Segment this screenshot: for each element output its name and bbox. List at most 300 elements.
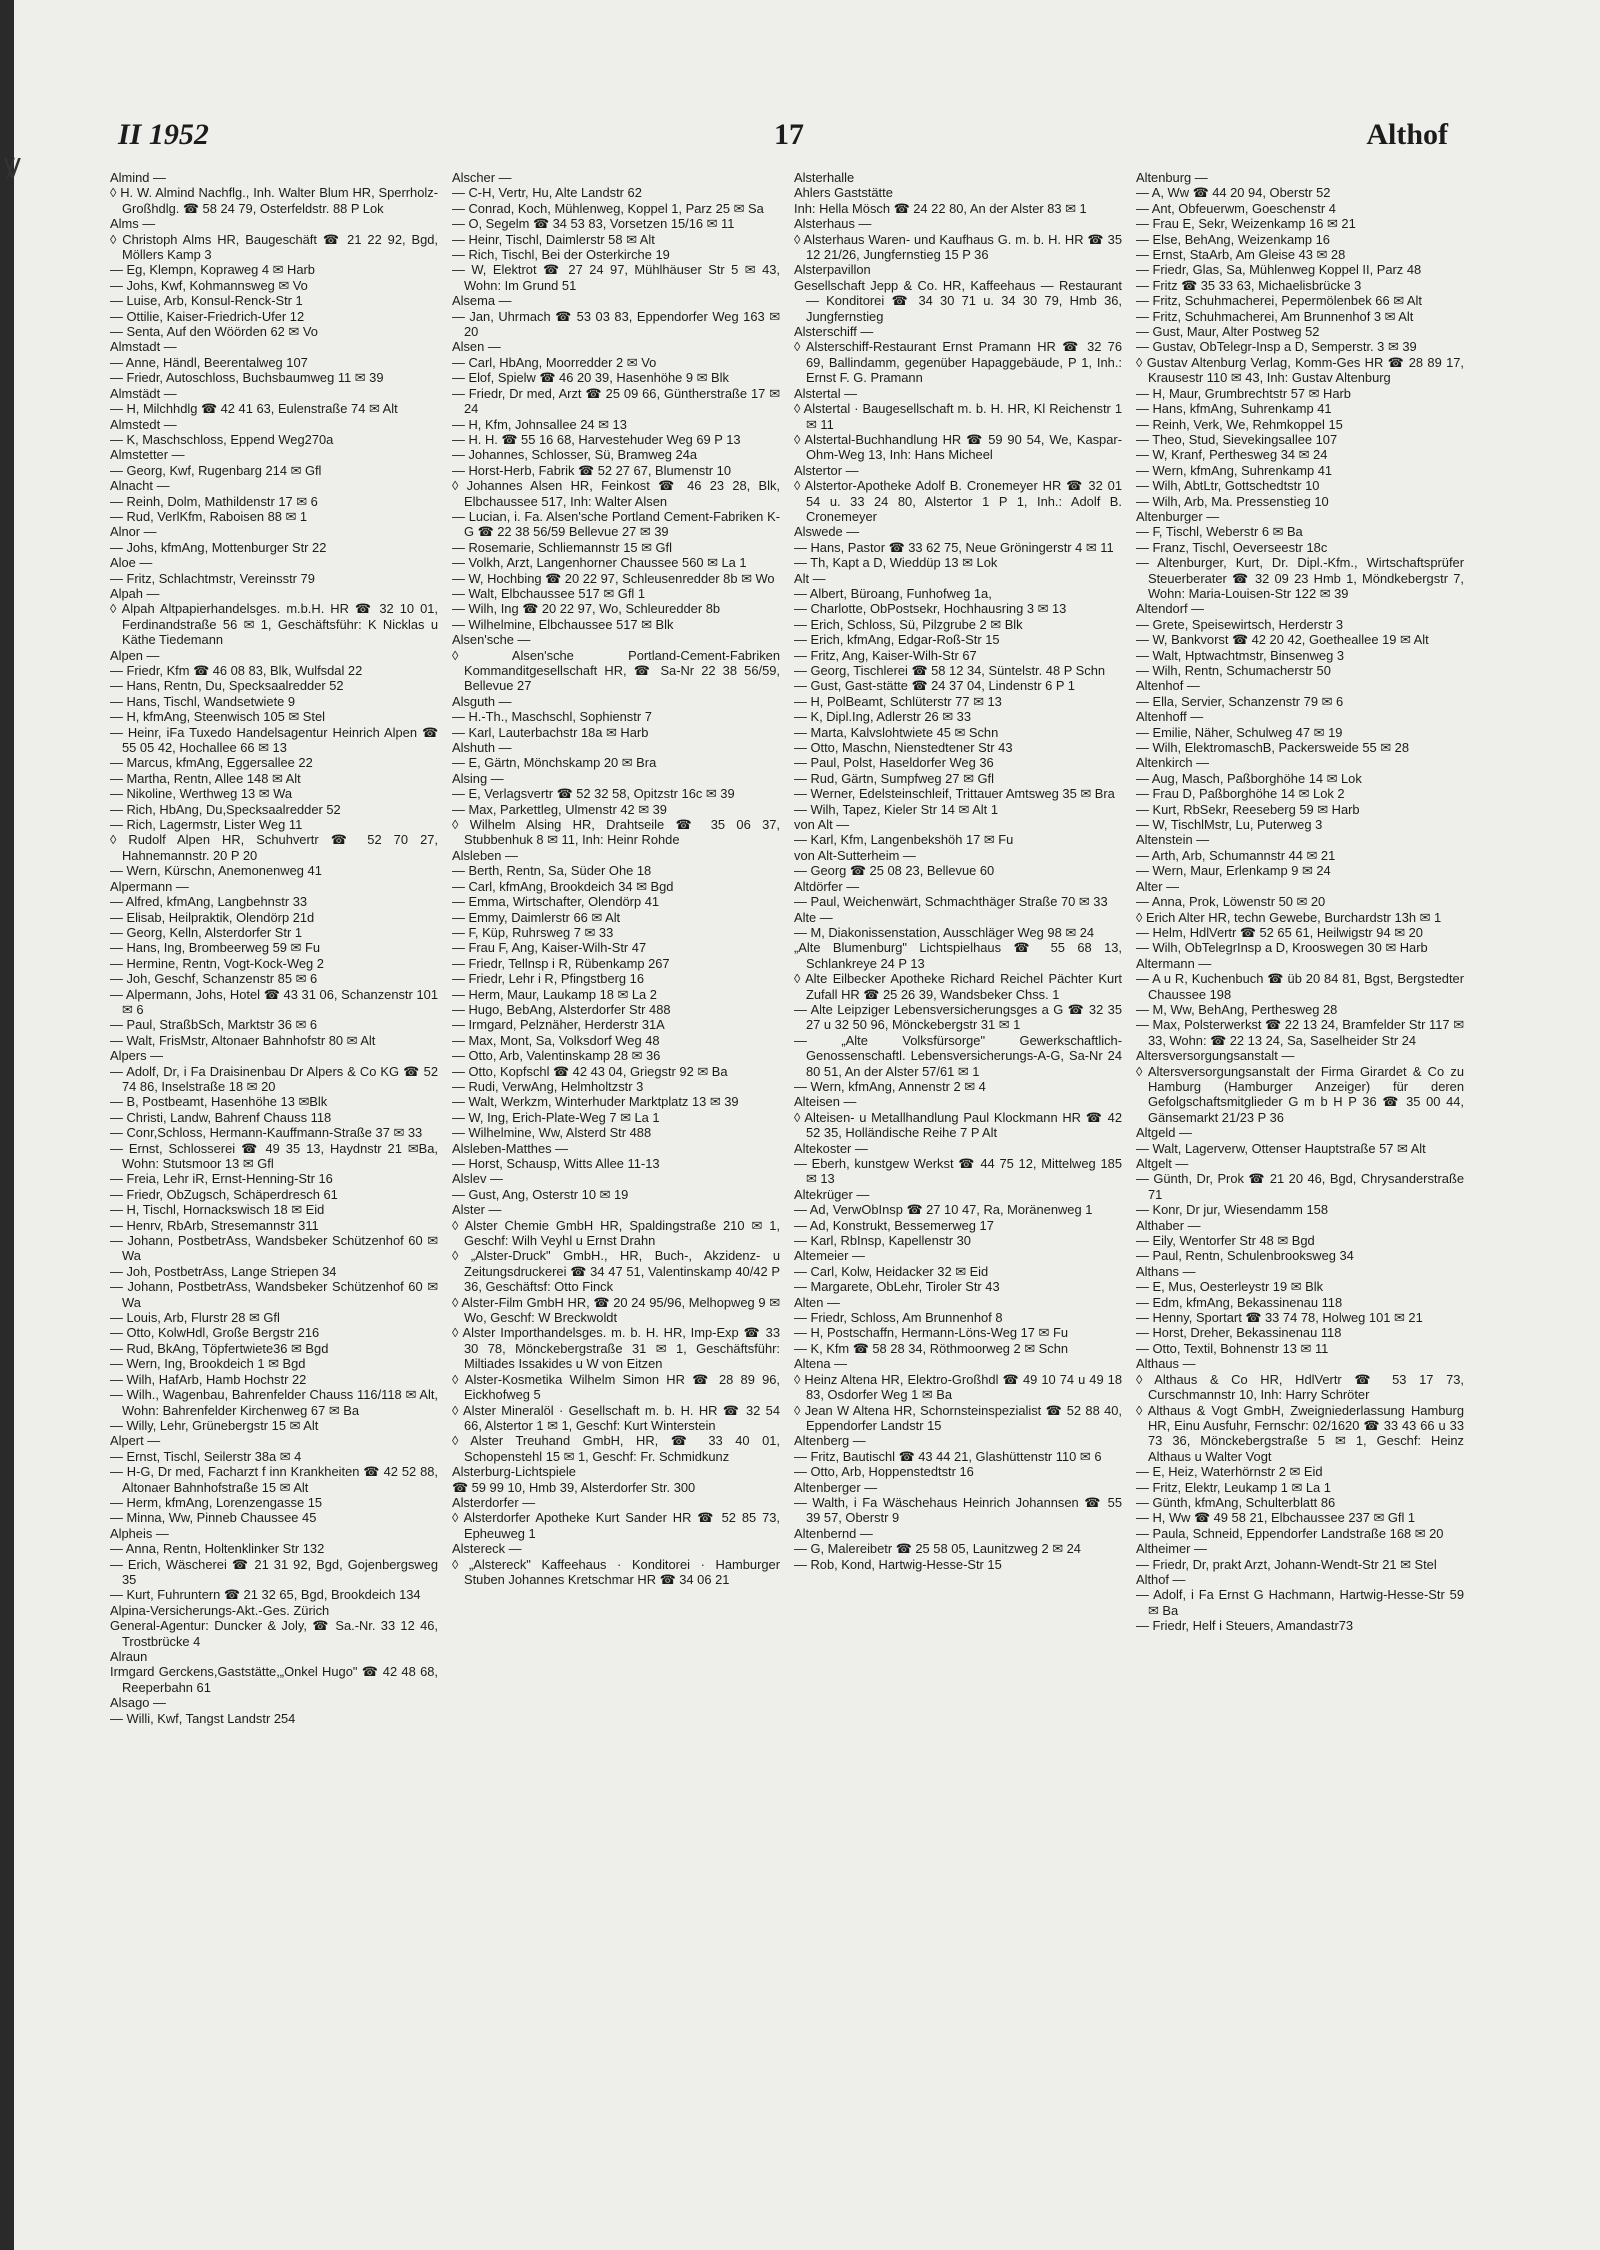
directory-entry: — Friedr, ObZugsch, Schäperdresch 61 — [110, 1186, 338, 1202]
directory-entry: — Eily, Wentorfer Str 48 ✉ Bgd — [1136, 1233, 1315, 1249]
directory-entry: ◊ Gustav Altenburg Verlag, Komm-Ges HR ☎ 28 89 17, Krausestr 110 ✉ 43, Inh: Gustav Altenburg — [1136, 354, 1464, 386]
directory-entry: — Friedr, Schloss, Am Brunnenhof 8 — [794, 1310, 1003, 1326]
directory-heading: Altgeld — — [1136, 1125, 1192, 1141]
directory-entry: ◊ Alsterdorfer Apotheke Kurt Sander HR ☎ 52 85 73, Epheuweg 1 — [452, 1510, 780, 1541]
directory-entry: — Christi, Landw, Bahrenf Chauss 118 — [110, 1109, 332, 1125]
directory-entry: — Georg, Tischlerei ☎ 58 12 34, Süntelstr. 48 P Schn — [794, 663, 1106, 678]
page-number: 17 — [774, 118, 804, 151]
directory-heading: Altersversorgungsanstalt — — [1136, 1048, 1295, 1064]
directory-entry: — A, Ww ☎ 44 20 94, Oberstr 52 — [1136, 185, 1331, 201]
directory-entry: — Kurt, Fuhruntern ☎ 21 32 65, Bgd, Brookdeich 134 — [110, 1587, 421, 1603]
directory-entry: — Walt, FrisMstr, Altonaer Bahnhofstr 80 ✉ Alt — [110, 1032, 376, 1048]
directory-entry: — Arth, Arb, Schumannstr 44 ✉ 21 — [1136, 847, 1336, 863]
directory-entry: — H, kfmAng, Steenwisch 105 ✉ Stel — [110, 709, 325, 725]
directory-entry: — E, Gärtn, Mönchskamp 20 ✉ Bra — [452, 755, 657, 771]
directory-heading: Altenberg — — [794, 1433, 866, 1449]
directory-heading: Alsterdorfer — — [452, 1494, 536, 1510]
directory-entry: — Gust, Ang, Osterstr 10 ✉ 19 — [452, 1186, 629, 1202]
directory-entry: — Wilh, ObTelegrInsp a D, Krooswegen 30 ✉ Harb — [1136, 940, 1428, 956]
directory-entry: — K, Maschschloss, Eppend Weg270a — [110, 431, 334, 447]
directory-heading: Altdörfer — — [794, 878, 860, 894]
directory-heading: Alsing — — [452, 770, 504, 786]
directory-heading: Alstertor — — [794, 462, 859, 478]
directory-heading: Alpah — — [110, 585, 160, 601]
directory-entry: — Gust, Maur, Alter Postweg 52 — [1136, 324, 1320, 340]
directory-entry: ◊ Alsterschiff-Restaurant Ernst Pramann HR ☎ 32 76 69, Ballindamm, gegenüber Hapaggebäude, P 1, Inh.: Ernst F. G. Pramann — [794, 339, 1122, 386]
directory-entry: — Wern, Ing, Brookdeich 1 ✉ Bgd — [110, 1356, 306, 1372]
directory-entry: — Alfred, kfmAng, Langbehnstr 33 — [110, 894, 308, 910]
directory-heading: Altenhof — — [1136, 678, 1200, 694]
directory-entry: — H, Ww ☎ 49 58 21, Elbchaussee 237 ✉ Gfl 1 — [1136, 1510, 1416, 1526]
directory-entry: — Otto, Arb, Hoppenstedtstr 16 — [794, 1464, 974, 1480]
directory-entry: — Rud, VerlKfm, Raboisen 88 ✉ 1 — [110, 508, 308, 524]
directory-entry: ◊ Jean W Altena HR, Schornsteinspezialist ☎ 52 88 40, Eppendorfer Landstr 15 — [794, 1402, 1122, 1433]
directory-entry: ◊ Alster Treuhand GmbH, HR, ☎ 33 40 01, Schopenstehl 15 ✉ 1, Geschf: Fr. Schmidkunz — [452, 1433, 780, 1464]
directory-entry: — Wilh, ElektromaschB, Packersweide 55 ✉ 28 — [1136, 740, 1410, 756]
directory-heading: Alsterburg-Lichtspiele — [452, 1464, 576, 1480]
directory-entry: — Emmy, Daimlerstr 66 ✉ Alt — [452, 909, 621, 925]
directory-entry: — Rob, Kond, Hartwig-Hesse-Str 15 — [794, 1556, 1002, 1572]
directory-entry: — Friedr, Autoschloss, Buchsbaumweg 11 ✉ 39 — [110, 370, 384, 386]
directory-entry: ◊ Alsterhaus Waren- und Kaufhaus G. m. b. H. HR ☎ 35 12 21/26, Jungfernstieg 15 P 36 — [794, 231, 1122, 263]
directory-entry: — Heinr, Tischl, Daimlerstr 58 ✉ Alt — [452, 231, 655, 247]
directory-entry: — Otto, Arb, Valentinskamp 28 ✉ 36 — [452, 1048, 661, 1064]
directory-entry: — Jan, Uhrmach ☎ 53 03 83, Eppendorfer Weg 163 ✉ 20 — [452, 308, 780, 340]
directory-heading: Alnacht — — [110, 478, 170, 494]
directory-entry: — Adolf, Dr, i Fa Draisinenbau Dr Alpers & Co KG ☎ 52 74 86, Inselstraße 18 ✉ 20 — [110, 1063, 438, 1094]
directory-entry: ◊ Christoph Alms HR, Baugeschäft ☎ 21 22 92, Bgd, Möllers Kamp 3 — [110, 231, 438, 263]
directory-entry: — Frau E, Sekr, Weizenkamp 16 ✉ 21 — [1136, 216, 1356, 232]
directory-entry: — Marta, Kalvslohtwiete 45 ✉ Schn — [794, 724, 999, 740]
directory-heading: Alt — — [794, 570, 826, 586]
directory-heading: von Alt — — [794, 817, 850, 833]
directory-heading: Ahlers Gaststätte — [794, 185, 893, 201]
directory-entry: — H. H. ☎ 55 16 68, Harvestehuder Weg 69 P 13 — [452, 431, 741, 447]
directory-entry: — Grete, Speisewirtsch, Herderstr 3 — [1136, 616, 1344, 632]
directory-heading: Alsago — — [110, 1695, 166, 1711]
directory-entry: ◊ Alteisen- u Metallhandlung Paul Klockmann HR ☎ 42 52 35, Holländische Reihe 7 P Alt — [794, 1109, 1122, 1141]
directory-entry: — E, Mus, Oesterleystr 19 ✉ Blk — [1136, 1279, 1324, 1295]
directory-entry: ◊ Wilhelm Alsing HR, Drahtseile ☎ 35 06 37, Stubbenhuk 8 ✉ 11, Inh: Heinr Rohde — [452, 817, 780, 848]
directory-entry: — Wilh, AbtLtr, Gottschedtstr 10 — [1136, 478, 1320, 494]
directory-entry: — Hugo, BebAng, Alsterdorfer Str 488 — [452, 1001, 671, 1017]
directory-heading: Alten — — [794, 1294, 840, 1310]
directory-entry: ◊ Alte Eilbecker Apotheke Richard Reichel Pächter Kurt Zufall HR ☎ 25 26 39, Wandsbeker Chss. 1 — [794, 971, 1122, 1002]
directory-entry: — Fritz, Bautischl ☎ 43 44 21, Glashüttenstr 110 ✉ 6 — [794, 1448, 1102, 1464]
directory-heading: Almstadt — — [110, 339, 177, 355]
directory-entry: — Carl, Kolw, Heidacker 32 ✉ Eid — [794, 1263, 989, 1279]
directory-entry: — G, Malereibetr ☎ 25 58 05, Launitzweg 2 ✉ 24 — [794, 1541, 1081, 1557]
directory-entry: — Erich, Wäscherei ☎ 21 31 92, Bgd, Gojenbergsweg 35 — [110, 1556, 438, 1587]
directory-entry: ◊ Alstertal · Baugesellschaft m. b. H. HR, Kl Reichenstr 1 ✉ 11 — [794, 401, 1122, 432]
directory-entry: — Adolf, i Fa Ernst G Hachmann, Hartwig-Hesse-Str 59 ✉ Ba — [1136, 1587, 1464, 1618]
directory-entry: — Karl, Lauterbachstr 18a ✉ Harb — [452, 724, 649, 740]
directory-entry: — Friedr, Kfm ☎ 46 08 83, Blk, Wulfsdal 22 — [110, 663, 363, 678]
directory-entry: — Kurt, RbSekr, Reeseberg 59 ✉ Harb — [1136, 801, 1360, 817]
directory-heading: Altenhoff — — [1136, 709, 1204, 725]
directory-heading: Alte — — [794, 909, 833, 925]
directory-entry: — Else, BehAng, Weizenkamp 16 — [1136, 231, 1330, 247]
directory-entry: — Altenburger, Kurt, Dr. Dipl.-Kfm., Wirtschaftsprüfer Steuerberater ☎ 32 09 23 Hmb 1, Möndkebergstr 7, Wohn: Maria-Louisen-Str 122 ✉ 39 — [1136, 555, 1464, 601]
directory-entry: — Friedr, Dr med, Arzt ☎ 25 09 66, Güntherstraße 17 ✉ 24 — [452, 385, 780, 417]
directory-entry: — Heinr, iFa Tuxedo Handelsagentur Heinrich Alpen ☎ 55 05 42, Hochallee 66 ✉ 13 — [110, 724, 438, 756]
directory-heading: Alms — — [110, 216, 156, 232]
directory-heading: Alpermann — — [110, 878, 189, 894]
directory-heading: Altekrüger — — [794, 1186, 870, 1202]
directory-entry: — Werner, Edelsteinschleif, Trittauer Amtsweg 35 ✉ Bra — [794, 786, 1115, 802]
directory-entry: — Günth, kfmAng, Schulterblatt 86 — [1136, 1494, 1336, 1510]
directory-entry: — Georg ☎ 25 08 23, Bellevue 60 — [794, 863, 995, 879]
directory-entry: — Erich, kfmAng, Edgar-Roß-Str 15 — [794, 632, 1000, 648]
running-keyword: Althof — [1366, 118, 1448, 151]
column-2 — [452, 170, 780, 2215]
directory-entry: — Anne, Händl, Beerentalweg 107 — [110, 354, 308, 370]
directory-entry: — Willy, Lehr, Grünebergstr 15 ✉ Alt — [110, 1417, 319, 1433]
directory-entry: — Walth, i Fa Wäschehaus Heinrich Johannsen ☎ 55 39 57, Oberstr 9 — [794, 1494, 1122, 1526]
directory-entry: — Friedr, Tellnsp i R, Rübenkamp 267 — [452, 955, 670, 971]
directory-entry: — Aug, Masch, Paßborghöhe 14 ✉ Lok — [1136, 770, 1362, 786]
directory-entry: — Paul, Weichenwärt, Schmachthäger Straße 70 ✉ 33 — [794, 894, 1108, 910]
directory-heading: Alsterhalle — [794, 170, 855, 185]
directory-heading: Alsterpavillon — [794, 262, 871, 278]
directory-entry: — H, Tischl, Hornackswisch 18 ✉ Eid — [110, 1202, 325, 1218]
directory-entry: — Wern, kfmAng, Annenstr 2 ✉ 4 — [794, 1078, 986, 1094]
directory-entry: — A u R, Kuchenbuch ☎ üb 20 84 81, Bgst, Bergstedter Chaussee 198 — [1136, 971, 1464, 1002]
directory-entry: ◊ Alstertor-Apotheke Adolf B. Cronemeyer HR ☎ 32 01 54 u. 33 24 80, Alstertor 1 P 1, Inh.: Adolf B. Cronemeyer — [794, 478, 1122, 524]
directory-entry: — Rosemarie, Schliemannstr 15 ✉ Gfl — [452, 539, 672, 555]
directory-entry: — Günth, Dr, Prok ☎ 21 20 46, Bgd, Chrysanderstraße 71 — [1136, 1171, 1464, 1202]
directory-entry: — C-H, Vertr, Hu, Alte Landstr 62 — [452, 185, 642, 201]
directory-entry: — Hermine, Rentn, Vogt-Kock-Weg 2 — [110, 955, 324, 971]
directory-entry: — Frau F, Ang, Kaiser-Wilh-Str 47 — [452, 940, 647, 956]
directory-entry: — Rudi, VerwAng, Helmholtzstr 3 — [452, 1078, 644, 1094]
directory-entry: — Theo, Stud, Sievekingsallee 107 — [1136, 431, 1338, 447]
directory-entry: ◊ Heinz Altena HR, Elektro-Großhdl ☎ 49 10 74 u 49 18 83, Osdorfer Weg 1 ✉ Ba — [794, 1371, 1122, 1403]
directory-entry: ◊ H. W. Almind Nachflg., Inh. Walter Blum HR, Sperrholz-Großhdlg. ☎ 58 24 79, Osterfeldstr. 88 P Lok — [110, 185, 438, 216]
directory-entry: — Rich, Lagermstr, Lister Weg 11 — [110, 817, 303, 833]
directory-entry: — H.-Th., Maschschl, Sophienstr 7 — [452, 709, 652, 725]
directory-heading: Altenbernd — — [794, 1525, 873, 1541]
directory-entry: — Hans, Pastor ☎ 33 62 75, Neue Gröningerstr 4 ✉ 11 — [794, 539, 1114, 555]
directory-entry: — Irmgard, Pelznäher, Herderstr 31A — [452, 1017, 665, 1033]
directory-entry: — Horst, Schausp, Witts Allee 11-13 — [452, 1156, 660, 1171]
directory-entry: — Nikoline, Werthweg 13 ✉ Wa — [110, 786, 293, 802]
directory-entry: — Ant, Obfeuerwm, Goeschenstr 4 — [1136, 200, 1336, 216]
directory-entry: — H, Milchhdlg ☎ 42 41 63, Eulenstraße 74 ✉ Alt — [110, 401, 398, 417]
directory-heading: Altenstein — — [1136, 832, 1210, 848]
directory-page — [110, 108, 1468, 2218]
directory-entry: — Elof, Spielw ☎ 46 20 39, Hasenhöhe 9 ✉ Blk — [452, 370, 729, 386]
directory-entry: — M, Ww, BehAng, Perthesweg 28 — [1136, 1001, 1338, 1017]
directory-entry: — Ernst, Tischl, Seilerstr 38a ✉ 4 — [110, 1448, 302, 1464]
directory-entry: — K, Kfm ☎ 58 28 34, Röthmoorweg 2 ✉ Schn — [794, 1340, 1069, 1356]
directory-entry: — Johann, PostbetrAss, Wandsbeker Schützenhof 60 ✉ Wa — [110, 1279, 438, 1310]
directory-entry: — H, Maur, Grumbrechtstr 57 ✉ Harb — [1136, 385, 1351, 401]
directory-entry: — Wern, Maur, Erlenkamp 9 ✉ 24 — [1136, 863, 1331, 879]
directory-entry: — Herm, kfmAng, Lorenzengasse 15 — [110, 1494, 323, 1510]
directory-entry: — Conrad, Koch, Mühlenweg, Koppel 1, Parz 25 ✉ Sa — [452, 200, 764, 216]
directory-entry: — Otto, Maschn, Nienstedtener Str 43 — [794, 740, 1013, 756]
directory-heading: Alsleben — — [452, 847, 518, 863]
directory-entry: Gesellschaft Jepp & Co. HR, Kaffeehaus — Restaurant — Konditorei ☎ 34 30 71 u. 34 30 79, Hmb 36, Jungfernstieg — [794, 277, 1122, 324]
directory-entry: — Walt, Werkzm, Winterhuder Marktplatz 13 ✉ 39 — [452, 1094, 739, 1110]
directory-entry: — Ad, VerwObInsp ☎ 27 10 47, Ra, Moränenweg 1 — [794, 1202, 1093, 1218]
directory-heading: Althaber — — [1136, 1217, 1201, 1233]
directory-entry: — F, Küp, Ruhrsweg 7 ✉ 33 — [452, 924, 614, 940]
directory-heading: Altendorf — — [1136, 601, 1205, 617]
directory-entry: — M, Diakonissenstation, Ausschläger Weg 98 ✉ 24 — [794, 924, 1095, 940]
directory-heading: Altekoster — — [794, 1140, 868, 1156]
directory-entry: ◊ „Alster-Druck" GmbH., HR, Buch-, Akzidenz- u Zeitungsdruckerei ☎ 34 47 51, Valentinskamp 40/42 P 36, Geschäftsf: Otto Finck — [452, 1248, 780, 1295]
directory-entry: — W, Ing, Erich-Plate-Weg 7 ✉ La 1 — [452, 1109, 660, 1125]
directory-entry: — H-G, Dr med, Facharzt f inn Krankheiten ☎ 42 52 88, Altonaer Bahnhofstraße 15 ✉ Alt — [110, 1464, 438, 1495]
directory-entry: — Senta, Auf den Wöörden 62 ✉ Vo — [110, 324, 318, 340]
directory-entry: ◊ Alpah Altpapierhandelsges. m.b.H. HR ☎ 32 10 01, Ferdinandstraße 56 ✉ 1, Geschäftsführ: K Nicklas u Käthe Tiedemann — [110, 601, 438, 648]
directory-entry: — Walt, Elbchaussee 517 ✉ Gfl 1 — [452, 585, 646, 601]
directory-entry: — Otto, Textil, Bohnenstr 13 ✉ 11 — [1136, 1340, 1329, 1356]
directory-entry: — Max, Polsterwerkst ☎ 22 13 24, Bramfelder Str 117 ✉ 33, Wohn: ☎ 22 13 24, Sa, Saselheider Str 24 — [1136, 1017, 1464, 1048]
directory-entry: — Paul, Polst, Haseldorfer Weg 36 — [794, 755, 994, 771]
directory-heading: Alster — — [452, 1202, 502, 1218]
directory-entry: — Franz, Tischl, Oeverseestr 18c — [1136, 539, 1328, 555]
directory-entry: — Ottilie, Kaiser-Friedrich-Ufer 12 — [110, 308, 305, 324]
directory-entry: — Fritz, Ang, Kaiser-Wilh-Str 67 — [794, 647, 977, 663]
directory-entry: — W, Hochbing ☎ 20 22 97, Schleusenredder 8b ✉ Wo — [452, 570, 775, 586]
directory-entry: — Horst-Herb, Fabrik ☎ 52 27 67, Blumenstr 10 — [452, 462, 731, 478]
directory-entry: — Martha, Rentn, Allee 148 ✉ Alt — [110, 770, 301, 786]
directory-entry: — Freia, Lehr iR, Ernst-Henning-Str 16 — [110, 1171, 333, 1187]
directory-entry: ◊ Althaus & Co HR, HdlVertr ☎ 53 17 73, Curschmannstr 10, Inh: Harry Schröter — [1136, 1371, 1464, 1403]
directory-entry: ◊ Althaus & Vogt GmbH, Zweigniederlassung Hamburg HR, Einu Ausfuhr, Fernschr: 02/1620 ☎ 33 43 66 u 33 73 36, Mönckebergstraße 5 ✉ 1, Geschf: Heinz Althaus u Walter Vogt — [1136, 1402, 1464, 1464]
directory-entry: — W, Bankvorst ☎ 42 20 42, Goetheallee 19 ✉ Alt — [1136, 632, 1429, 648]
directory-entry: — Ella, Servier, Schanzenstr 79 ✉ 6 — [1136, 693, 1344, 709]
directory-entry: — Friedr, Glas, Sa, Mühlenweg Koppel II, Parz 48 — [1136, 262, 1422, 278]
directory-entry: — Friedr, Lehr i R, Pfingstberg 16 — [452, 971, 645, 987]
directory-entry: — W, Elektrot ☎ 27 24 97, Mühlhäuser Str 5 ✉ 43, Wohn: Im Grund 51 — [452, 262, 780, 293]
directory-entry: — F, Tischl, Weberstr 6 ✉ Ba — [1136, 524, 1303, 540]
directory-heading: Althaus — — [1136, 1356, 1196, 1372]
directory-entry: ◊ Alster-Film GmbH HR, ☎ 20 24 95/96, Melhopweg 9 ✉ Wo, Geschf: W Breckwoldt — [452, 1294, 780, 1326]
directory-entry: — Anna, Rentn, Holtenklinker Str 132 — [110, 1541, 325, 1557]
directory-entry: — Wern, Kürschn, Anemonenweg 41 — [110, 863, 322, 879]
directory-entry: — Walt, Hptwachtmstr, Binsenweg 3 — [1136, 647, 1344, 663]
directory-entry: — Alpermann, Johs, Hotel ☎ 43 31 06, Schanzenstr 101 ✉ 6 — [110, 986, 438, 1017]
page-header — [110, 108, 1468, 162]
directory-entry: — Hans, Rentn, Du, Specksaalredder 52 — [110, 678, 344, 694]
directory-entry: — Walt, Lagerverw, Ottenser Hauptstraße 57 ✉ Alt — [1136, 1140, 1426, 1156]
directory-heading: Aloe — — [110, 555, 153, 571]
directory-entry: — Alte Leipziger Lebensversicherungsges a G ☎ 32 35 27 u 32 50 96, Mönckebergstr 31 ✉ 1 — [794, 1001, 1122, 1033]
directory-entry: — Fritz, Schuhmacherei, Am Brunnenhof 3 ✉ Alt — [1136, 308, 1414, 324]
volume-label: II — [118, 118, 142, 151]
directory-entry: — Fritz, Elektr, Leukamp 1 ✉ La 1 — [1136, 1479, 1331, 1495]
directory-entry: — H, PolBeamt, Schlüterstr 77 ✉ 13 — [794, 693, 1002, 709]
directory-entry: — Berth, Rentn, Sa, Süder Ohe 18 — [452, 863, 652, 879]
directory-entry: ◊ Rudolf Alpen HR, Schuhvertr ☎ 52 70 27, Hahnemannstr. 20 P 20 — [110, 832, 438, 863]
directory-entry: — Luise, Arb, Konsul-Renck-Str 1 — [110, 293, 303, 309]
directory-heading: Alpert — — [110, 1433, 161, 1449]
directory-entry: — Hans, Tischl, Wandsetwiete 9 — [110, 693, 296, 709]
directory-entry: — Joh, PostbetrAss, Lange Striepen 34 — [110, 1263, 337, 1279]
directory-entry: — Fritz, Schuhmacherei, Pepermölenbek 66 ✉ Alt — [1136, 293, 1422, 309]
directory-entry: ◊ „Alstereck" Kaffeehaus · Konditorei · Hamburger Stuben Johannes Kretschmar HR ☎ 34 06 21 — [452, 1556, 780, 1587]
directory-entry: — Henrv, RbArb, Stresemannstr 311 — [110, 1217, 319, 1233]
directory-entry: — Carl, kfmAng, Brookdeich 34 ✉ Bgd — [452, 878, 674, 894]
directory-heading: Altenkirch — — [1136, 755, 1210, 771]
directory-heading: Althans — — [1136, 1263, 1196, 1279]
spine-mark: Ꝟ — [4, 154, 21, 185]
directory-entry: — Max, Parkettleg, Ulmenstr 42 ✉ 39 — [452, 801, 667, 817]
directory-heading: Alscher — — [452, 170, 512, 185]
directory-heading: Alteisen — — [794, 1094, 857, 1110]
directory-entry: — Karl, RbInsp, Kapellenstr 30 — [794, 1233, 971, 1249]
directory-entry: — Frau D, Paßborghöhe 14 ✉ Lok 2 — [1136, 786, 1345, 802]
directory-heading: Alsguth — — [452, 693, 512, 709]
directory-entry: — Carl, HbAng, Moorredder 2 ✉ Vo — [452, 354, 657, 370]
directory-entry: — Helm, HdlVertr ☎ 52 65 61, Heilwigstr 94 ✉ 20 — [1136, 924, 1423, 940]
directory-heading: Alswede — — [794, 524, 860, 540]
directory-entry: — Karl, Kfm, Langenbekshöh 17 ✉ Fu — [794, 832, 1014, 848]
directory-heading: Altheimer — — [1136, 1541, 1207, 1557]
directory-heading: Alraun — [110, 1649, 148, 1664]
directory-heading: Alpen — — [110, 647, 160, 663]
directory-heading: Alsen — — [452, 339, 501, 355]
directory-entry: — Charlotte, ObPostsekr, Hochhausring 3 ✉ 13 — [794, 601, 1067, 617]
column-4 — [1136, 170, 1464, 2215]
directory-entry: — W, TischlMstr, Lu, Puterweg 3 — [1136, 817, 1323, 833]
directory-entry: — Wilh, Ing ☎ 20 22 97, Wo, Schleuredder 8b — [452, 601, 721, 617]
directory-entry: — Max, Mont, Sa, Volksdorf Weg 48 — [452, 1032, 660, 1048]
directory-entry: — „Alte Volksfürsorge" Gewerkschaftlich-Genossenschaftl. Lebensversicherungs-A-G, Sa-Nr 24 80 51, An der Alster 57/61 ✉ 1 — [794, 1032, 1122, 1079]
directory-entry: — Minna, Ww, Pinneb Chaussee 45 — [110, 1510, 317, 1526]
column-1 — [110, 170, 438, 2215]
directory-entry: — Rud, Gärtn, Sumpfweg 27 ✉ Gfl — [794, 770, 994, 786]
directory-entry: ☎ 59 99 10, Hmb 39, Alsterdorfer Str. 300 — [452, 1479, 696, 1495]
directory-heading: Alpheis — — [110, 1525, 169, 1541]
column-3 — [794, 170, 1122, 2215]
directory-entry: — Paula, Schneid, Eppendorfer Landstraße 168 ✉ 20 — [1136, 1525, 1444, 1541]
directory-entry: — Albert, Büroang, Funhofweg 1a, — [794, 585, 992, 601]
directory-entry: — Johann, PostbetrAss, Wandsbeker Schützenhof 60 ✉ Wa — [110, 1233, 438, 1264]
directory-entry: — Ernst, Schlosserei ☎ 49 35 13, Haydnstr 21 ✉Ba, Wohn: Stutsmoor 13 ✉ Gfl — [110, 1140, 438, 1171]
directory-entry: — Hans, kfmAng, Suhrenkamp 41 — [1136, 401, 1332, 417]
year-label: 1952 — [148, 118, 209, 151]
directory-entry: — Johs, kfmAng, Mottenburger Str 22 — [110, 539, 327, 555]
directory-heading: Almstedt — — [110, 416, 177, 432]
directory-entry: — Conr,Schloss, Hermann-Kauffmann-Straße 37 ✉ 33 — [110, 1125, 423, 1141]
directory-entry: — Erich, Schloss, Sü, Pilzgrube 2 ✉ Blk — [794, 616, 1023, 632]
directory-entry: — Marcus, kfmAng, Eggersallee 22 — [110, 755, 313, 771]
directory-entry: — Rich, Tischl, Bei der Osterkirche 19 — [452, 247, 670, 263]
directory-entry: — Ad, Konstrukt, Bessemerweg 17 — [794, 1217, 994, 1233]
directory-heading: von Alt-Sutterheim — — [794, 847, 916, 863]
directory-entry: — Willi, Kwf, Tangst Landstr 254 — [110, 1710, 296, 1726]
directory-entry: — Volkh, Arzt, Langenhorner Chaussee 560 ✉ La 1 — [452, 555, 747, 571]
directory-entry: „Alte Blumenburg" Lichtspielhaus ☎ 55 68 13, Schlankreye 24 P 13 — [794, 940, 1122, 971]
directory-entry: ◊ Alsen'sche Portland-Cement-Fabriken Kommanditgesellschaft HR, ☎ Sa-Nr 22 38 56/59, Bellevue 27 — [452, 647, 780, 694]
directory-entry: — Paul, StraßbSch, Marktstr 36 ✉ 6 — [110, 1017, 318, 1033]
directory-heading: Altenberger — — [794, 1479, 878, 1495]
directory-entry: — Henny, Sportart ☎ 33 74 78, Holweg 101 ✉ 21 — [1136, 1310, 1423, 1326]
directory-entry: — Emilie, Näher, Schulweg 47 ✉ 19 — [1136, 724, 1343, 740]
directory-columns — [110, 170, 1468, 2215]
directory-entry: — Louis, Arb, Flurstr 28 ✉ Gfl — [110, 1310, 280, 1326]
directory-heading: Alnor — — [110, 524, 157, 540]
directory-heading: Alsterschiff — — [794, 324, 874, 340]
directory-entry: — E, Heiz, Waterhörnstr 2 ✉ Eid — [1136, 1464, 1323, 1480]
directory-entry: — O, Segelm ☎ 34 53 83, Vorsetzen 15/16 ✉ 11 — [452, 216, 735, 232]
directory-heading: Alpers — — [110, 1048, 164, 1064]
directory-entry: — Reinh, Verk, We, Rehmkoppel 15 — [1136, 416, 1343, 432]
directory-heading: Alstereck — — [452, 1541, 522, 1557]
directory-entry: — Otto, KolwHdl, Große Bergstr 216 — [110, 1325, 320, 1341]
directory-entry: — Th, Kapt a D, Wieddüp 13 ✉ Lok — [794, 555, 998, 571]
directory-entry: — Rich, HbAng, Du,Specksaalredder 52 — [110, 801, 341, 817]
directory-entry: — Emma, Wirtschafter, Olendörp 41 — [452, 894, 660, 910]
directory-entry: — Fritz ☎ 35 33 63, Michaelisbrücke 3 — [1136, 277, 1362, 293]
directory-heading: Alsema — — [452, 293, 512, 309]
directory-heading: Alstertal — — [794, 385, 858, 401]
directory-entry: — B, Postbeamt, Hasenhöhe 13 ✉Blk — [110, 1094, 328, 1110]
directory-entry: — Wilh., Wagenbau, Bahrenfelder Chauss 116/118 ✉ Alt, Wohn: Bahrenfelder Kirchenweg 67 ✉ Ba — [110, 1387, 438, 1418]
directory-entry: — Lucian, i. Fa. Alsen'sche Portland Cement-Fabriken K-G ☎ 22 38 56/59 Bellevue 27 ✉ 39 — [452, 508, 780, 540]
directory-heading: Alsleben-Matthes — — [452, 1140, 569, 1156]
directory-heading: Alpina-Versicherungs-Akt.-Ges. Zürich — [110, 1602, 330, 1618]
directory-entry: Inh: Hella Mösch ☎ 24 22 80, An der Alster 83 ✉ 1 — [794, 200, 1087, 216]
directory-entry: — Reinh, Dolm, Mathildenstr 17 ✉ 6 — [110, 493, 318, 509]
directory-entry: ◊ Alster-Kosmetika Wilhelm Simon HR ☎ 28 89 96, Eickhofweg 5 — [452, 1371, 780, 1403]
directory-heading: Alsterhaus — — [794, 216, 872, 232]
directory-heading: Alsen'sche — — [452, 632, 531, 648]
directory-entry: ◊ Alstertal-Buchhandlung HR ☎ 59 90 54, We, Kaspar-Ohm-Weg 13, Inh: Hans Micheel — [794, 431, 1122, 463]
scan-edge — [0, 0, 14, 2250]
directory-entry: — W, Kranf, Perthesweg 34 ✉ 24 — [1136, 447, 1328, 463]
directory-entry: ◊ Alster Importhandelsges. m. b. H. HR, Imp-Exp ☎ 33 30 78, Mönckebergstraße 31 ✉ 1, Geschäftsführ: Miltiades Issakides u W von Eitzen — [452, 1325, 780, 1372]
directory-entry: — Gust, Gast-stätte ☎ 24 37 04, Lindenstr 6 P 1 — [794, 678, 1075, 694]
directory-heading: Altemeier — — [794, 1248, 865, 1264]
directory-entry: — Horst, Dreher, Bekassinenau 118 — [1136, 1325, 1342, 1341]
directory-heading: Almind — — [110, 170, 166, 185]
directory-entry: — H, Postschaffn, Hermann-Löns-Weg 17 ✉ Fu — [794, 1325, 1068, 1341]
directory-entry: — Friedr, Dr, prakt Arzt, Johann-Wendt-Str 21 ✉ Stel — [1136, 1556, 1437, 1572]
directory-entry: — Friedr, Helf i Steuers, Amandastr73 — [1136, 1618, 1354, 1634]
directory-entry: ◊ Alster Mineralöl · Gesellschaft m. b. H. HR ☎ 32 54 66, Alstertor 1 ✉ 1, Geschf: Kurt Winterstein — [452, 1402, 780, 1433]
directory-entry: — Herm, Maur, Laukamp 18 ✉ La 2 — [452, 986, 657, 1002]
directory-entry: — Konr, Dr jur, Wiesendamm 158 — [1136, 1202, 1328, 1218]
directory-entry: — Eberh, kunstgew Werkst ☎ 44 75 12, Mittelweg 185 ✉ 13 — [794, 1156, 1122, 1187]
directory-entry: — Ernst, StaArb, Am Gleise 43 ✉ 28 — [1136, 247, 1346, 263]
directory-entry: — Joh, Geschf, Schanzenstr 85 ✉ 6 — [110, 971, 318, 987]
directory-entry: — Hans, Ing, Brombeerweg 59 ✉ Fu — [110, 940, 320, 956]
directory-heading: Altenburger — — [1136, 508, 1220, 524]
directory-entry: — Wilh, HafArb, Hamb Hochstr 22 — [110, 1371, 307, 1387]
directory-entry: — Georg, Kwf, Rugenbarg 214 ✉ Gfl — [110, 462, 322, 478]
directory-entry: ◊ Alster Chemie GmbH HR, Spaldingstraße 210 ✉ 1, Geschf: Wilh Veyhl u Ernst Drahn — [452, 1217, 780, 1249]
directory-entry: — Rud, BkAng, Töpfertwiete36 ✉ Bgd — [110, 1340, 329, 1356]
directory-heading: Alshuth — — [452, 740, 512, 756]
directory-entry: — Margarete, ObLehr, Tiroler Str 43 — [794, 1279, 1000, 1295]
directory-entry: — Wilhelmine, Ww, Alsterd Str 488 — [452, 1125, 652, 1141]
directory-heading: Almstädt — — [110, 385, 177, 401]
directory-heading: Alslev — — [452, 1171, 503, 1187]
directory-entry: Irmgard Gerckens,Gaststätte,„Onkel Hugo" ☎ 42 48 68, Reeperbahn 61 — [110, 1664, 438, 1695]
directory-entry: — Gustav, ObTelegr-Insp a D, Semperstr. 3 ✉ 39 — [1136, 339, 1417, 355]
directory-entry: ◊ Johannes Alsen HR, Feinkost ☎ 46 23 28, Blk, Elbchaussee 517, Inh: Walter Alsen — [452, 478, 780, 509]
directory-entry: — Wilh, Rentn, Schumacherstr 50 — [1136, 663, 1331, 678]
directory-heading: Almstetter — — [110, 447, 185, 463]
directory-entry: — Johs, Kwf, Kohmannsweg ✉ Vo — [110, 277, 308, 293]
directory-entry: — K, Dipl.Ing, Adlerstr 26 ✉ 33 — [794, 709, 972, 725]
